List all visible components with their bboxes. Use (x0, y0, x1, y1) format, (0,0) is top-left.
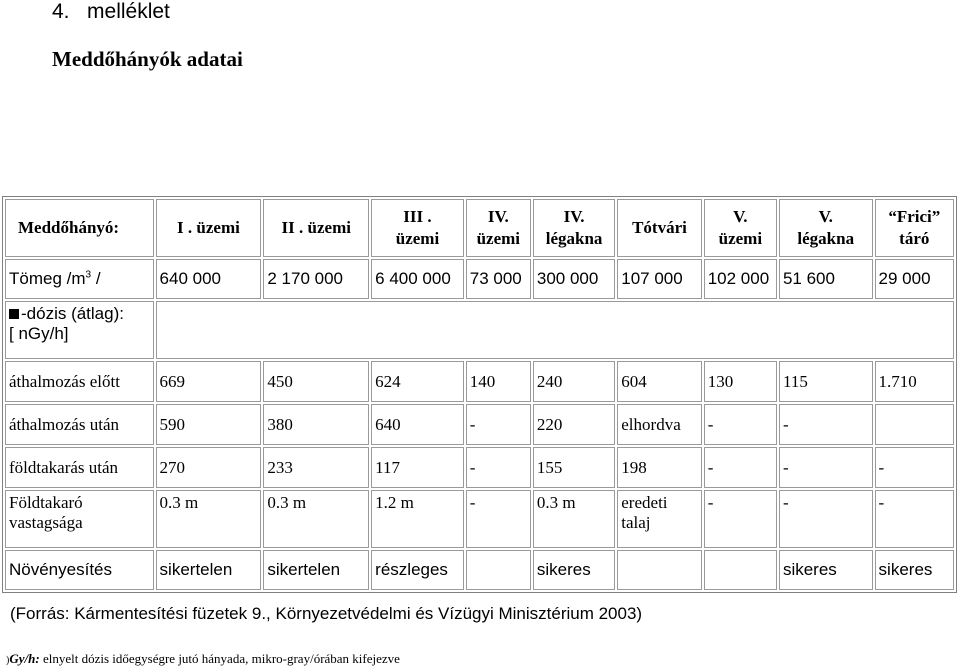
tomeg-value: 6 400 000 (371, 259, 464, 299)
dose-row-label: földtakarás után (5, 447, 154, 488)
dose-value (875, 404, 954, 445)
novenyesites-value (466, 550, 531, 590)
dose-value: 624 (371, 361, 464, 402)
tomeg-value: 107 000 (617, 259, 701, 299)
dose-row (5, 404, 954, 445)
tomeg-value: 51 600 (779, 259, 873, 299)
dose-value: - (875, 447, 954, 488)
header-col-4: IV. üzemi (466, 199, 531, 257)
dose-value: - (779, 447, 873, 488)
dose-value: 240 (533, 361, 615, 402)
header-col-5: IV. légakna (533, 199, 615, 257)
dose-value: 155 (533, 447, 615, 488)
dose-row-label: áthalmozás után (5, 404, 154, 445)
novenyesites-value: sikeres (779, 550, 873, 590)
novenyesites-value (617, 550, 701, 590)
header-col-9: “Frici” táró (875, 199, 954, 257)
dose-value: 220 (533, 404, 615, 445)
vastagsag-value: - (704, 490, 777, 548)
dose-value: - (704, 447, 777, 488)
dozis-row (5, 301, 954, 359)
dose-value: - (466, 404, 531, 445)
tomeg-value: 29 000 (875, 259, 954, 299)
annex-number: 4. (52, 0, 70, 23)
dose-value: - (704, 404, 777, 445)
header-col-1: I . üzemi (156, 199, 262, 257)
footnote (6, 651, 400, 667)
dose-value: 590 (156, 404, 262, 445)
novenyesites-row (5, 550, 954, 590)
header-col-6: Tótvári (617, 199, 701, 257)
source-note: (Forrás: Kármentesítési füzetek 9., Környezetvédelmi és Vízügyi Minisztérium 2003) (10, 604, 643, 623)
tomeg-value: 2 170 000 (263, 259, 369, 299)
dose-value: - (779, 404, 873, 445)
dose-value: 140 (466, 361, 531, 402)
novenyesites-value: sikertelen (156, 550, 262, 590)
dose-value: 130 (704, 361, 777, 402)
footnote-text: elnyelt dózis időegységre jutó hányada, mikro-gray/órában kifejezve (39, 651, 400, 666)
page-title: Meddőhányók adatai (52, 47, 243, 71)
tomeg-value: 102 000 (704, 259, 777, 299)
vastagsag-row (5, 490, 954, 548)
dose-row (5, 361, 954, 402)
square-bullet-icon (9, 309, 19, 319)
vastagsag-value: eredeti talaj (617, 490, 701, 548)
annex-heading (52, 0, 170, 24)
tomeg-label: Tömeg $/m^3$ / (5, 259, 154, 299)
novenyesites-value: részleges (371, 550, 464, 590)
novenyesites-value: sikertelen (263, 550, 369, 590)
vastagsag-value: - (779, 490, 873, 548)
dose-value: 640 (371, 404, 464, 445)
novenyesites-value: sikeres (533, 550, 615, 590)
tailings-data-table (2, 196, 957, 593)
header-col-2: II . üzemi (263, 199, 369, 257)
tomeg-value: 73 000 (466, 259, 531, 299)
novenyesites-value (704, 550, 777, 590)
tomeg-row (5, 259, 954, 299)
vastagsag-value: - (875, 490, 954, 548)
dose-row (5, 447, 954, 488)
novenyesites-label: Növényesítés (5, 550, 154, 590)
dose-value: 198 (617, 447, 701, 488)
vastagsag-value: 0.3 m (533, 490, 615, 548)
dose-value: 1.710 (875, 361, 954, 402)
dose-row-label: áthalmozás előtt (5, 361, 154, 402)
header-row (5, 199, 954, 257)
dose-value: 233 (263, 447, 369, 488)
dozis-label: -dózis (átlag): [ nGy/h] (5, 301, 154, 359)
tomeg-value: 640 000 (156, 259, 262, 299)
dose-value: 604 (617, 361, 701, 402)
vastagsag-value: - (466, 490, 531, 548)
header-col-3: III . üzemi (371, 199, 464, 257)
novenyesites-value: sikeres (875, 550, 954, 590)
annex-label: melléklet (87, 0, 170, 23)
dose-value: - (466, 447, 531, 488)
dose-value: 669 (156, 361, 262, 402)
vastagsag-label: Földtakaró vastagsága (5, 490, 154, 548)
dose-value: 117 (371, 447, 464, 488)
dozis-empty-cell (156, 301, 954, 359)
vastagsag-value: 0.3 m (263, 490, 369, 548)
header-label: Meddőhányó: (5, 199, 154, 257)
dose-value: elhordva (617, 404, 701, 445)
header-col-7: V. üzemi (704, 199, 777, 257)
dose-value: 450 (263, 361, 369, 402)
dose-value: 270 (156, 447, 262, 488)
footnote-term: Gy/h: (9, 651, 40, 666)
dose-value: 380 (263, 404, 369, 445)
vastagsag-value: 0.3 m (156, 490, 262, 548)
vastagsag-value: 1.2 m (371, 490, 464, 548)
dose-value: 115 (779, 361, 873, 402)
tomeg-value: 300 000 (533, 259, 615, 299)
footnote-mark: ) (6, 655, 10, 666)
header-col-8: V. légakna (779, 199, 873, 257)
